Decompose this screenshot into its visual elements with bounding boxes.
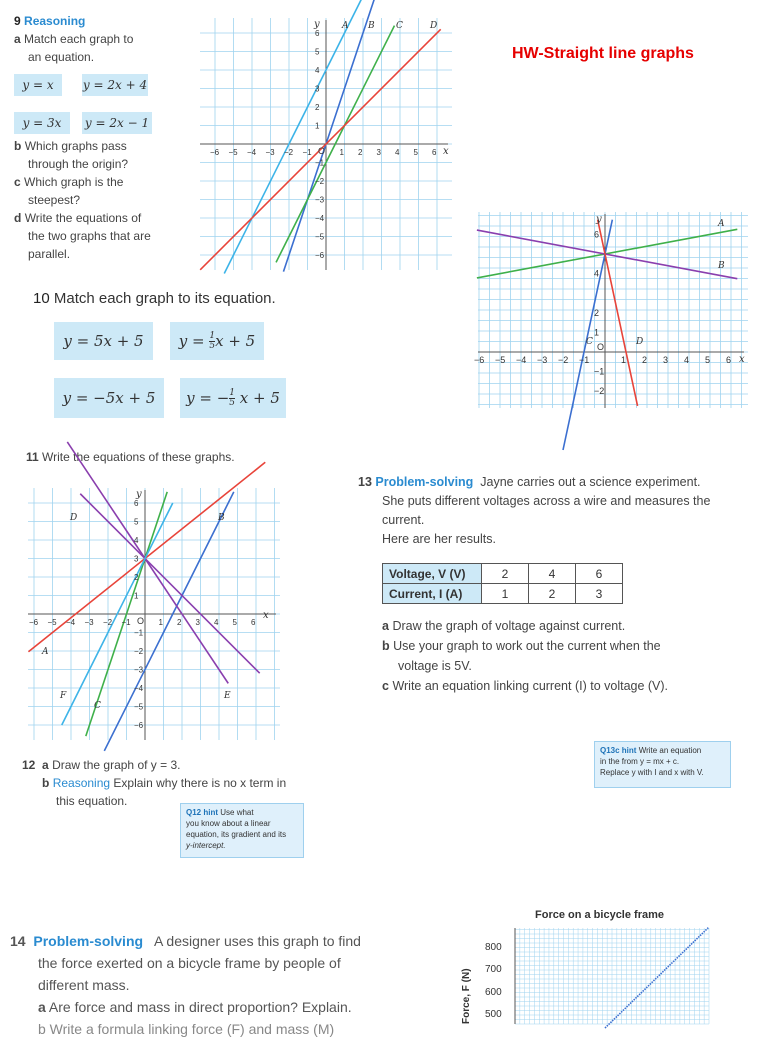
q11-label-a: A — [42, 647, 49, 657]
q11-ytick: −3 — [134, 665, 144, 675]
q11-xtick: −4 — [66, 618, 76, 627]
q10-heading — [33, 290, 276, 307]
q9-b-letter: b — [14, 139, 22, 153]
q10-x-label: x — [739, 354, 745, 365]
q11-ytick: −1 — [134, 628, 144, 638]
q14-title: Problem-solving — [33, 933, 144, 949]
q13-b-letter: b — [382, 639, 390, 653]
q10-ytick: −1 — [594, 366, 605, 377]
q11-ytick: −6 — [134, 721, 144, 730]
q11-heading — [26, 448, 235, 466]
q12-hint-4: y-intercept. — [186, 841, 226, 850]
q10-line-d — [598, 220, 638, 406]
q11-ytick: 3 — [134, 554, 139, 564]
q13-number: 13 — [358, 475, 372, 489]
q13-a-letter: a — [382, 619, 389, 633]
q10-y-label: y — [596, 214, 602, 225]
q9-xtick: −1 — [302, 148, 312, 157]
q13-row1-head: Voltage, V (V) — [383, 564, 482, 584]
q13-c-text: Write an equation linking current (I) to voltage (V). — [392, 679, 669, 693]
q9-c-text: Which graph is the — [24, 175, 124, 189]
table-row — [383, 564, 623, 584]
q9-line-a — [224, 0, 381, 274]
q13-results-table — [382, 563, 623, 604]
q10-eq2-pre: y = — [178, 332, 205, 350]
q9-xtick: −5 — [228, 148, 238, 157]
q9-c-letter: c — [14, 175, 21, 189]
q11-line-a — [28, 462, 265, 651]
q10-xtick: −6 — [474, 355, 485, 365]
q9-d-text: Write the equations of — [24, 211, 142, 225]
q14-block — [10, 930, 450, 1040]
q14-graph-title: Force on a bicycle frame — [535, 909, 664, 921]
q9-a-text: Match each graph to — [24, 32, 134, 46]
q12-b-letter: b — [42, 776, 50, 790]
q9-line-b — [283, 0, 374, 272]
q13-voltage-1: 2 — [482, 564, 529, 584]
q9-graph — [200, 18, 452, 270]
q11-graph — [28, 488, 280, 740]
q9-ytick: −6 — [315, 251, 325, 260]
q10-eq-box-3: y = −5x + 5 — [54, 378, 164, 418]
q12-number: 12 — [22, 758, 36, 772]
q14-b-partial: b Write a formula linking force (F) and mass (M) — [38, 1021, 335, 1037]
q13-current-2: 2 — [529, 584, 576, 604]
q9-xtick: 4 — [395, 148, 400, 157]
q14-number: 14 — [10, 933, 26, 949]
q12-hint-1: Use what — [220, 808, 254, 817]
q12-hint-3: equation, its gradient and its — [186, 830, 287, 839]
q13-current-3: 3 — [576, 584, 623, 604]
q10-xtick: 5 — [705, 355, 711, 365]
q12-hint-title: Q12 hint — [186, 808, 219, 817]
q10-ytick: 4 — [594, 268, 600, 279]
q13-c-letter: c — [382, 679, 389, 693]
q9-xtick: −2 — [284, 148, 294, 157]
q11-xtick: −3 — [84, 618, 94, 627]
q9-block — [14, 12, 204, 66]
q11-ytick: −4 — [134, 684, 144, 693]
q9-a-text-2: an equation. — [28, 50, 95, 64]
q9-xtick: 3 — [376, 148, 381, 157]
q9-ytick: 6 — [315, 29, 320, 38]
q13-a-text: Draw the graph of voltage against current. — [392, 619, 626, 633]
q10-xtick: −4 — [516, 355, 527, 365]
q10-graph — [474, 212, 748, 408]
q10-xtick: 1 — [621, 355, 627, 365]
q11-ytick: 2 — [134, 573, 139, 582]
q9-ytick: −5 — [315, 232, 325, 242]
q10-eq-box-1: y = 5x + 5 — [54, 322, 153, 360]
q9-eq-box-4: y = 2x − 1 — [82, 112, 152, 134]
q9-ytick: −3 — [315, 195, 325, 205]
q9-ytick: 4 — [315, 66, 320, 75]
q9-number: 9 — [14, 14, 21, 28]
q10-label-d: D — [636, 337, 644, 347]
q10-eq2-den: 5 — [209, 340, 216, 351]
q9-ytick: 3 — [315, 84, 320, 94]
q10-xtick: −5 — [495, 355, 506, 365]
q9-xtick: 1 — [339, 148, 344, 157]
q13-intro-2: She puts different voltages across a wire and measures the — [382, 494, 711, 508]
q13-hint-title: Q13c hint — [600, 746, 637, 755]
q13-row2-head: Current, I (A) — [383, 584, 482, 604]
q12-b-title: Reasoning — [52, 776, 111, 790]
q11-xtick: 5 — [232, 618, 237, 627]
q9-xtick: −3 — [265, 148, 275, 157]
q14-intro-2: the force exerted on a bicycle frame by people of — [38, 955, 341, 971]
q10-ytick: −2 — [594, 386, 605, 397]
q11-xtick: −1 — [121, 618, 131, 627]
q12-a-text: Draw the graph of y = 3. — [52, 758, 181, 772]
q11-xtick: 4 — [214, 618, 219, 627]
q10-ytick: 6 — [594, 229, 600, 240]
q11-ytick: 6 — [134, 499, 139, 508]
q10-eq2-post: x + 5 — [215, 332, 256, 350]
q11-xtick: 3 — [195, 618, 200, 627]
q9-ytick: −4 — [315, 214, 325, 223]
q11-label-d: D — [70, 513, 78, 523]
q9-xtick: 5 — [413, 148, 418, 157]
q13-intro-3: current. — [382, 513, 425, 527]
q10-ytick: 1 — [594, 327, 600, 338]
q9-label-a: A — [342, 21, 349, 31]
q10-eq-box-2 — [170, 322, 264, 360]
q9-ytick: 1 — [315, 121, 320, 131]
q9-x-label: x — [443, 146, 449, 157]
q13-b-text: Use your graph to work out the current when the — [393, 639, 661, 653]
q9-parts — [14, 137, 204, 263]
q14-y-label: Force, F (N) — [461, 968, 472, 1024]
q9-ytick: 5 — [315, 47, 320, 57]
q9-b-text: Which graphs pass — [24, 139, 127, 153]
q10-xtick: −1 — [579, 355, 590, 365]
q14-ytick-600: 600 — [485, 987, 502, 998]
q14-intro-1: A designer uses this graph to find — [153, 933, 361, 949]
q9-ytick: −1 — [315, 158, 325, 168]
q11-text: Write the equations of these graphs. — [42, 450, 235, 464]
q11-x-label: x — [263, 610, 269, 621]
q10-eq4-pre: y = − — [186, 389, 230, 407]
q14-ytick-800: 800 — [485, 942, 502, 953]
q10-number: 10 — [33, 290, 50, 307]
q10-label-a: A — [718, 219, 725, 229]
q12-a-letter: a — [42, 758, 49, 772]
q13-current-1: 1 — [482, 584, 529, 604]
q14-graph — [455, 904, 768, 1024]
q9-eq-box-3: y = 3x — [14, 112, 70, 134]
q14-intro-3: different mass. — [38, 977, 130, 993]
q10-xtick: 2 — [642, 355, 648, 365]
q11-xtick: −5 — [47, 618, 57, 627]
q11-xtick: 1 — [158, 618, 163, 627]
q13-hint-3: Replace y with I and x with V. — [600, 768, 704, 777]
table-row — [383, 584, 623, 604]
q9-y-label: y — [314, 19, 320, 30]
q12-b-text-2: this equation. — [56, 794, 128, 808]
q14-a-letter: a — [38, 999, 46, 1015]
q10-label-b: B — [718, 261, 725, 271]
q12-hint-2: you know about a linear — [186, 819, 271, 828]
q13-title: Problem-solving — [375, 475, 474, 489]
q14-ytick-500: 500 — [485, 1009, 502, 1020]
q11-xtick: 6 — [251, 618, 256, 627]
q14-force-line — [605, 927, 709, 1028]
q11-line-e — [80, 494, 259, 673]
q12-block — [22, 756, 342, 810]
q10-ytick: 2 — [594, 307, 600, 318]
q9-b-text-2: through the origin? — [28, 157, 129, 171]
q9-eq-box-2: y = 2x + 4 — [82, 74, 148, 96]
q9-ytick: 2 — [315, 103, 320, 112]
q13-hint-box — [594, 741, 731, 788]
q11-origin: O — [137, 616, 145, 626]
q10-text: Match each graph to its equation. — [53, 290, 276, 307]
q11-xtick: 2 — [177, 618, 182, 627]
hw-title: HW-Straight line graphs — [512, 45, 694, 62]
q10-eq-box-4 — [180, 378, 286, 418]
q13-intro-1: Jayne carries out a science experiment. — [480, 475, 701, 489]
q10-xtick: 4 — [684, 355, 690, 365]
q10-xtick: 3 — [663, 355, 669, 365]
q10-label-c: C — [586, 337, 593, 347]
q9-label-b: B — [368, 21, 375, 31]
q9-c-text-2: steepest? — [28, 193, 81, 207]
q10-eq4-num: 1 — [229, 387, 235, 398]
q9-label-c: C — [396, 21, 403, 31]
q11-label-f: F — [60, 691, 67, 701]
q9-title: Reasoning — [24, 14, 86, 28]
q13-parts — [382, 616, 768, 696]
q13-hint-2: in the from y = mx + c. — [600, 757, 680, 766]
q9-d-letter: d — [14, 211, 22, 225]
q11-ytick: −2 — [134, 647, 144, 656]
q11-y-label: y — [136, 489, 142, 500]
q12-b-text: Explain why there is no x term in — [113, 776, 287, 790]
q11-xtick: −2 — [103, 618, 113, 627]
q13-voltage-2: 4 — [529, 564, 576, 584]
q10-xtick: −2 — [558, 355, 569, 365]
q9-xtick: 2 — [358, 148, 363, 157]
q9-label-d: D — [430, 21, 438, 31]
q9-d-text-3: parallel. — [28, 247, 71, 261]
q11-ytick: 5 — [134, 517, 139, 527]
q9-xtick: −4 — [247, 148, 257, 157]
q13-block — [358, 473, 768, 549]
q9-xtick: −6 — [210, 148, 220, 157]
q9-origin: O — [318, 146, 326, 156]
q11-ytick: 1 — [134, 591, 139, 601]
q10-origin: O — [597, 342, 605, 352]
q14-ytick-700: 700 — [485, 964, 502, 975]
q11-label-e: E — [224, 691, 231, 701]
q11-ytick: −5 — [134, 702, 144, 712]
q11-xtick: −6 — [29, 618, 39, 627]
q10-eq4-post: x + 5 — [239, 389, 280, 407]
q10-eq2-num: 1 — [209, 330, 216, 341]
q10-xtick: 6 — [726, 355, 732, 365]
q11-number: 11 — [26, 450, 39, 464]
q14-a-text: Are force and mass in direct proportion? Explain. — [48, 999, 352, 1015]
q10-eq4-den: 5 — [229, 397, 235, 408]
q9-ytick: −2 — [315, 177, 325, 186]
q9-d-text-2: the two graphs that are — [28, 229, 151, 243]
q9-eq-box-1: y = x — [14, 74, 62, 96]
q10-eq4-fraction — [229, 389, 235, 408]
q11-ytick: 4 — [134, 536, 139, 545]
q11-label-b: B — [218, 513, 225, 523]
q13-hint-1: Write an equation — [638, 746, 702, 755]
q10-xtick: −3 — [537, 355, 548, 365]
q11-line-d — [67, 442, 228, 683]
q11-label-c: C — [94, 701, 101, 711]
q13-b-text-2: voltage is 5V. — [398, 659, 472, 673]
q13-voltage-3: 6 — [576, 564, 623, 584]
q9-xtick: 6 — [432, 148, 437, 157]
q13-intro-4: Here are her results. — [382, 532, 496, 546]
q12-hint-box — [180, 803, 304, 858]
q9-a-letter: a — [14, 32, 21, 46]
